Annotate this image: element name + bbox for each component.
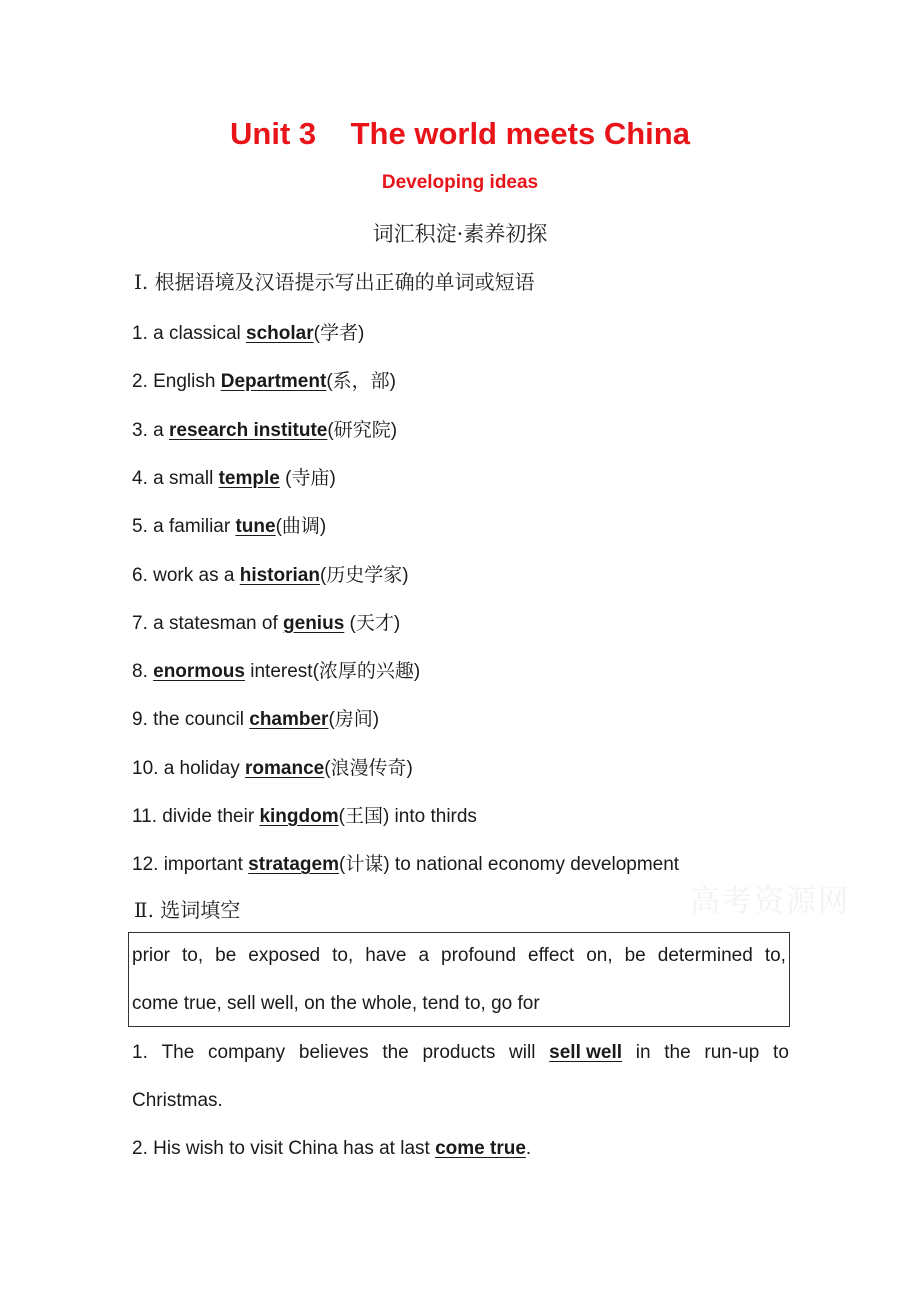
vocab-item-12 <box>132 849 679 876</box>
vocab-item-answer: Department <box>220 371 327 393</box>
question-1-word: products <box>422 1042 496 1063</box>
vocab-item-prefix: 2. English <box>132 371 221 393</box>
vocab-item-prefix: 3. a <box>132 419 169 441</box>
vocab-item-suffix: (研究院) <box>327 419 398 441</box>
vocab-item-suffix: interest(浓厚的兴趣) <box>244 661 421 683</box>
section-title: 词汇积淀·素养初探 <box>372 222 548 246</box>
vocab-item-answer: romance <box>245 757 325 779</box>
vocab-item-4 <box>132 463 336 490</box>
part2-heading: Ⅱ. 选词填空 <box>134 898 241 922</box>
word-bank-line-2: come true, sell well, on the whole, tend to, go for <box>132 993 540 1014</box>
word-bank-word: be <box>215 945 237 966</box>
vocab-item-prefix: 9. the council <box>132 709 250 731</box>
word-bank-word: profound <box>441 945 517 966</box>
word-bank-word: determined <box>657 945 753 966</box>
question-1-word: The <box>161 1042 195 1063</box>
vocab-item-answer: tune <box>235 516 276 538</box>
vocab-item-8 <box>132 656 420 683</box>
vocab-item-answer: chamber <box>249 709 329 731</box>
word-bank-word: on, <box>586 945 613 966</box>
vocab-item-answer: enormous <box>153 661 245 683</box>
vocab-item-7 <box>132 608 400 635</box>
vocab-item-10 <box>132 753 413 780</box>
question-1-word: in <box>635 1042 651 1063</box>
vocab-item-3 <box>132 415 397 442</box>
question-1-word: to <box>773 1042 789 1063</box>
part1-heading: Ⅰ. 根据语境及汉语提示写出正确的单词或短语 <box>134 270 535 294</box>
vocab-item-answer: genius <box>283 612 345 634</box>
vocab-item-11 <box>132 801 477 828</box>
vocab-item-prefix: 6. work as a <box>132 564 240 586</box>
word-bank-box <box>128 932 790 1027</box>
word-bank-word: a <box>418 945 430 966</box>
vocab-item-prefix: 4. a small <box>132 467 219 489</box>
vocab-item-prefix: 7. a statesman of <box>132 612 284 634</box>
vocab-item-1 <box>132 318 364 345</box>
question-1-word: run-up <box>704 1042 760 1063</box>
question-1-word: the <box>664 1042 691 1063</box>
vocab-item-answer: stratagem <box>248 854 339 876</box>
word-bank-word: exposed <box>248 945 321 966</box>
question-1-word: believes <box>298 1042 369 1063</box>
word-bank-word: to, <box>332 945 354 966</box>
vocab-item-prefix: 12. important <box>132 854 249 876</box>
vocab-item-answer: historian <box>239 564 320 586</box>
vocab-item-suffix: (系，部) <box>326 371 396 393</box>
question-1-answer: sell well <box>549 1042 623 1063</box>
vocab-item-prefix: 5. a familiar <box>132 516 236 538</box>
question-1-word: company <box>208 1042 286 1063</box>
vocab-item-suffix: (曲调) <box>275 516 327 538</box>
question-2-suffix: . <box>525 1138 532 1159</box>
vocab-item-suffix: (寺庙) <box>279 467 336 489</box>
vocab-item-answer: kingdom <box>259 806 339 827</box>
question-1-word: the <box>382 1042 409 1063</box>
word-bank-word: have <box>365 945 407 966</box>
vocab-item-prefix: 11. divide their <box>132 806 260 827</box>
vocab-item-prefix: 1. a classical <box>132 323 247 344</box>
vocab-item-prefix: 10. a holiday <box>132 757 246 779</box>
word-bank-line-1 <box>132 945 786 967</box>
word-bank-word: prior <box>132 945 171 966</box>
vocab-item-answer: research institute <box>168 419 328 441</box>
word-bank-word: effect <box>528 945 575 966</box>
question-1-word: will <box>509 1042 536 1063</box>
question-1-word: 1. <box>132 1042 148 1063</box>
question-2 <box>132 1138 531 1160</box>
vocab-item-suffix: (天才) <box>344 612 401 634</box>
vocab-item-answer: scholar <box>246 323 314 344</box>
vocab-item-2 <box>132 366 396 393</box>
vocab-item-suffix: (浪漫传奇) <box>324 757 413 779</box>
vocab-item-suffix: (房间) <box>328 709 380 731</box>
vocab-item-answer: temple <box>218 467 280 489</box>
vocab-item-prefix: 8. <box>132 661 154 683</box>
vocab-item-9 <box>132 704 379 731</box>
page-title: Unit 3 The world meets China <box>230 116 690 151</box>
word-bank-word: to, <box>182 945 204 966</box>
question-1-line-1 <box>132 1042 789 1064</box>
vocab-item-suffix: (学者) <box>313 323 365 344</box>
vocab-item-5 <box>132 511 326 538</box>
vocab-item-suffix: (王国) into thirds <box>338 806 477 827</box>
word-bank-word: be <box>624 945 646 966</box>
vocab-item-suffix: (历史学家) <box>319 564 409 586</box>
vocab-item-suffix: (计谋) to national economy development <box>339 854 680 876</box>
question-2-answer: come true <box>435 1138 526 1159</box>
page-subtitle: Developing ideas <box>381 172 539 193</box>
watermark: 高考资源网 <box>690 884 850 919</box>
vocab-item-6 <box>132 560 409 587</box>
question-2-prefix: 2. His wish to visit China has at last <box>132 1138 436 1159</box>
word-bank-word: to, <box>764 945 786 966</box>
question-1-line-2: Christmas. <box>132 1090 223 1111</box>
